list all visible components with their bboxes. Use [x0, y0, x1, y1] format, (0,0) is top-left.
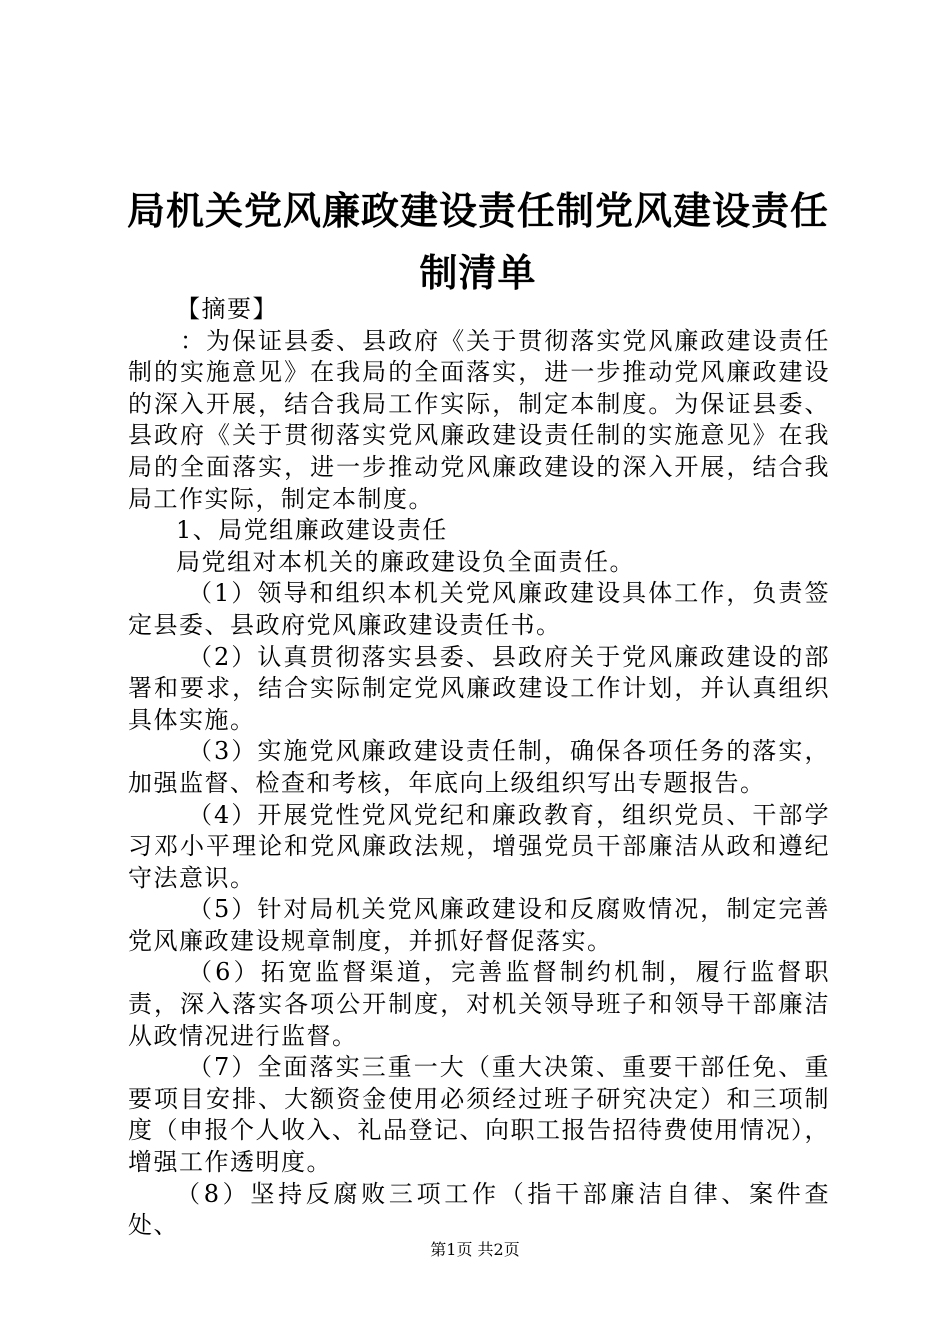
document-body [128, 294, 830, 1242]
abstract-paragraph: ：为保证县委、县政府《关于贯彻落实党风廉政建设责任制的实施意见》在我局的全面落实，进一步推动党风廉政建设的深入开展，结合我局工作实际，制定本制度。为保证县委、县政府《关于贯彻落实党风廉政建设责任制的实施意见》在我局的全面落实，进一步推动党风廉政建设的深入开展，结合我局工作实际，制定本制度。 [128, 326, 830, 513]
list-item: （5）针对局机关党风廉政建设和反腐败情况，制定完善党风廉政建设规章制度，并抓好督促落实。 [128, 895, 830, 955]
section-heading: 1、局党组廉政建设责任 [176, 516, 448, 545]
list-item: （6）拓宽监督渠道，完善监督制约机制，履行监督职责，深入落实各项公开制度，对机关领导班子和领导干部廉洁从政情况进行监督。 [128, 958, 830, 1050]
document-title: 局机关党风廉政建设责任制党风建设责任制清单 [126, 188, 829, 295]
list-item: （3）实施党风廉政建设责任制，确保各项任务的落实，加强监督、检查和考核，年底向上级组织写出专题报告。 [128, 737, 830, 797]
list-item: （1）领导和组织本机关党风廉政建设具体工作，负责签定县委、县政府党风廉政建设责任书。 [128, 579, 830, 639]
list-item: （8）坚持反腐败三项工作（指干部廉洁自律、案件查处、 [128, 1179, 830, 1240]
page-footer: 第1页 共2页 [430, 1240, 520, 1259]
body-paragraph: 局党组对本机关的廉政建设负全面责任。 [176, 547, 635, 576]
list-item: （4）开展党性党风党纪和廉政教育，组织党员、干部学习邓小平理论和党风廉政法规，增强党员干部廉洁从政和遵纪守法意识。 [128, 800, 830, 892]
list-item: （7）全面落实三重一大（重大决策、重要干部任免、重要项目安排、大额资金使用必须经过班子研究决定）和三项制度（申报个人收入、礼品登记、向职工报告招待费使用情况），增强工作透明度。 [128, 1053, 830, 1177]
list-item: （2）认真贯彻落实县委、县政府关于党风廉政建设的部署和要求，结合实际制定党风廉政建设工作计划，并认真组织具体实施。 [128, 642, 830, 734]
abstract-label: 【摘要】 [176, 295, 278, 323]
